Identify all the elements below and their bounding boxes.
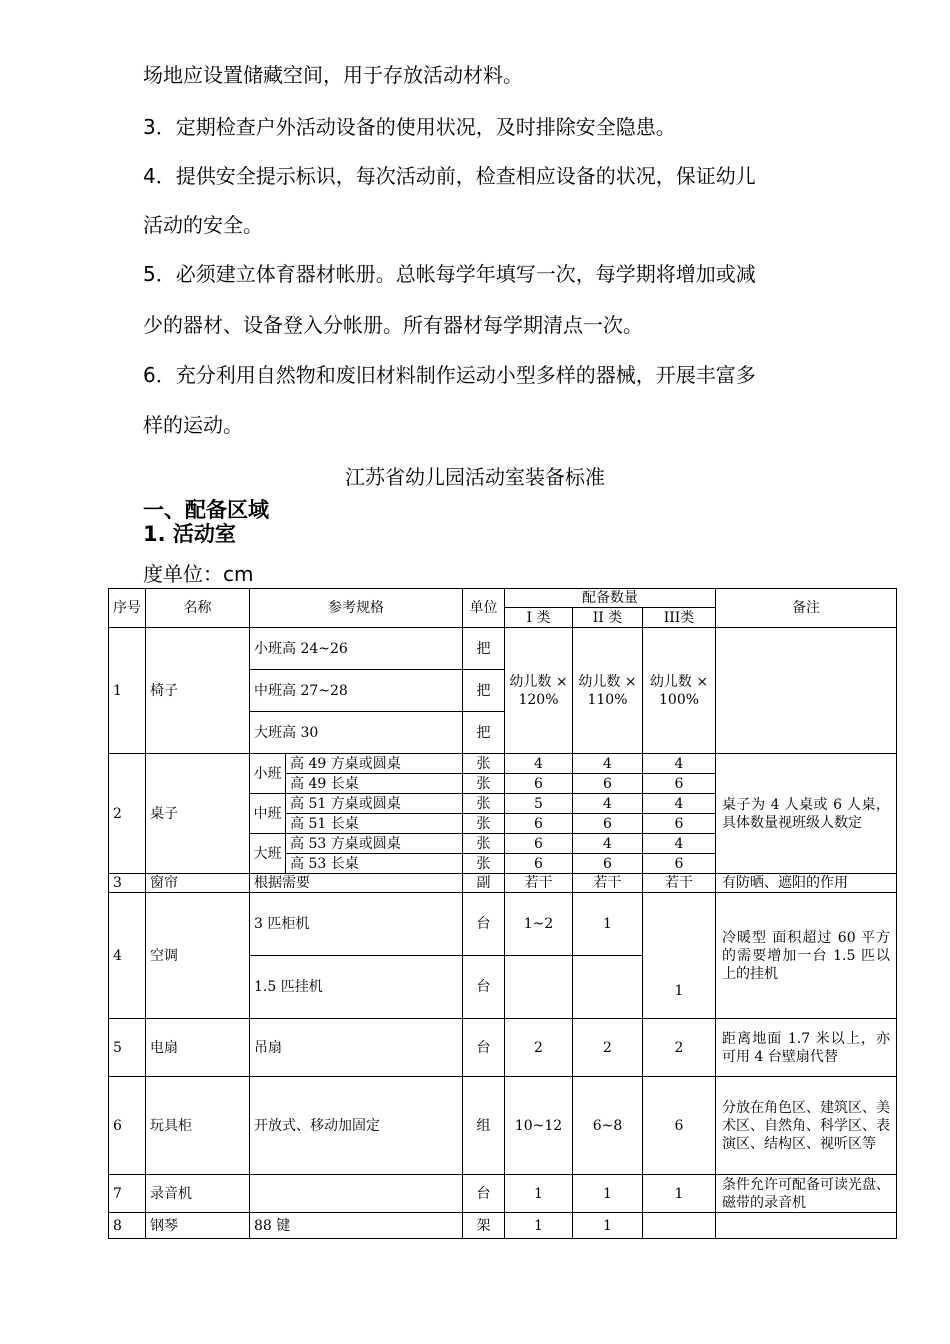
row-name: 钢琴 xyxy=(146,1213,250,1239)
row-note xyxy=(716,628,897,754)
paragraph-line: 样的运动。 xyxy=(143,413,243,437)
row-unit: 台 xyxy=(463,956,505,1019)
row-note: 桌子为 4 人桌或 6 人桌，具体数量视班级人数定 xyxy=(716,754,897,874)
paragraph-line: 4．提供安全提示标识，每次活动前，检查相应设备的状况，保证幼儿 xyxy=(143,164,756,188)
row-spec: 88 键 xyxy=(250,1213,463,1239)
row-unit: 张 xyxy=(463,834,505,854)
row-no: 3 xyxy=(109,874,146,893)
document-title: 江苏省幼儿园活动室装备标准 xyxy=(345,465,605,489)
unit-label: 度单位：cm xyxy=(143,562,254,586)
row-qty-class-2: 6 xyxy=(573,854,643,874)
paragraph-line: 6．充分利用自然物和废旧材料制作运动小型多样的器械，开展丰富多 xyxy=(143,363,756,387)
paragraph-line: 场地应设置储藏空间，用于存放活动材料。 xyxy=(143,63,523,87)
row-qty-class-2: 4 xyxy=(573,794,643,814)
row-spec: 开放式、移动加固定 xyxy=(250,1077,463,1175)
table-row xyxy=(109,1077,897,1175)
row-no: 7 xyxy=(109,1175,146,1213)
row-qty-class-1: 1~2 xyxy=(505,893,573,956)
row-spec: 高 51 长桌 xyxy=(286,814,463,834)
row-qty-class-1: 5 xyxy=(505,794,573,814)
header-class-3: III类 xyxy=(643,608,716,628)
row-spec: 吊扇 xyxy=(250,1019,463,1077)
row-qty-class-2: 4 xyxy=(573,754,643,774)
row-qty-class-3: 6 xyxy=(643,854,716,874)
paragraph-line: 少的器材、设备登入分帐册。所有器材每学期清点一次。 xyxy=(143,313,643,337)
row-qty-class-1: 6 xyxy=(505,814,573,834)
row-qty-class-2: 1 xyxy=(573,1175,643,1213)
row-spec: 3 匹柜机 xyxy=(250,893,463,956)
row-name: 电扇 xyxy=(146,1019,250,1077)
row-group: 小班 xyxy=(250,754,286,794)
row-qty-class-2: 6 xyxy=(573,774,643,794)
row-note: 分放在角色区、建筑区、美术区、自然角、科学区、表演区、结构区、视听区等 xyxy=(716,1077,897,1175)
row-unit: 副 xyxy=(463,874,505,893)
row-unit: 台 xyxy=(463,893,505,956)
row-qty-class-2: 2 xyxy=(573,1019,643,1077)
row-qty-class-2: 若干 xyxy=(573,874,643,893)
row-qty-class-1: 10~12 xyxy=(505,1077,573,1175)
row-qty-class-3: 4 xyxy=(643,794,716,814)
row-no: 6 xyxy=(109,1077,146,1175)
row-qty-class-3: 4 xyxy=(643,754,716,774)
row-qty-class-1: 4 xyxy=(505,754,573,774)
row-note: 冷暖型 面积超过 60 平方的需要增加一台 1.5 匹以上的挂机 xyxy=(716,893,897,1019)
equipment-standard-table xyxy=(108,588,897,1239)
row-qty-class-3: 1 xyxy=(643,1175,716,1213)
table-row xyxy=(109,628,897,670)
header-name: 名称 xyxy=(146,589,250,628)
row-unit: 把 xyxy=(463,712,505,754)
header-class-1: I 类 xyxy=(505,608,573,628)
row-qty-class-2: 幼儿数 × 110% xyxy=(573,628,643,754)
subsection-heading: 1. 活动室 xyxy=(143,522,236,546)
row-no: 1 xyxy=(109,628,146,754)
row-qty-class-1: 若干 xyxy=(505,874,573,893)
row-name: 桌子 xyxy=(146,754,250,874)
row-group: 大班 xyxy=(250,834,286,874)
row-no: 4 xyxy=(109,893,146,1019)
row-no: 8 xyxy=(109,1213,146,1239)
header-no: 序号 xyxy=(109,589,146,628)
row-qty-class-3: 6 xyxy=(643,774,716,794)
row-spec: 高 49 长桌 xyxy=(286,774,463,794)
header-quantity: 配备数量 xyxy=(505,589,716,608)
row-spec: 根据需要 xyxy=(250,874,463,893)
row-no: 2 xyxy=(109,754,146,874)
row-unit: 组 xyxy=(463,1077,505,1175)
row-qty-class-2: 6 xyxy=(573,814,643,834)
row-spec: 高 53 方桌或圆桌 xyxy=(286,834,463,854)
row-qty-class-3: 幼儿数 × 100% xyxy=(643,628,716,754)
row-note: 有防晒、遮阳的作用 xyxy=(716,874,897,893)
row-qty-class-1: 6 xyxy=(505,774,573,794)
header-spec: 参考规格 xyxy=(250,589,463,628)
row-qty-class-1: 6 xyxy=(505,834,573,854)
row-group: 中班 xyxy=(250,794,286,834)
row-qty-class-1 xyxy=(505,956,573,1019)
row-qty-class-1: 2 xyxy=(505,1019,573,1077)
paragraph-line: 5．必须建立体育器材帐册。总帐每学年填写一次，每学期将增加或减 xyxy=(143,262,756,286)
section-heading: 一、配备区域 xyxy=(143,498,269,522)
row-unit: 张 xyxy=(463,754,505,774)
row-no: 5 xyxy=(109,1019,146,1077)
table-row xyxy=(109,1213,897,1239)
row-qty-class-2 xyxy=(573,956,643,1019)
row-qty-class-2: 6~8 xyxy=(573,1077,643,1175)
row-unit: 张 xyxy=(463,814,505,834)
row-qty-class-2: 1 xyxy=(573,1213,643,1239)
header-unit: 单位 xyxy=(463,589,505,628)
row-qty-class-3: 1 xyxy=(643,893,716,1019)
row-qty-class-3: 6 xyxy=(643,814,716,834)
row-note: 距离地面 1.7 米以上，亦可用 4 台壁扇代替 xyxy=(716,1019,897,1077)
row-qty-class-3: 若干 xyxy=(643,874,716,893)
row-qty-class-2: 1 xyxy=(573,893,643,956)
row-unit: 张 xyxy=(463,794,505,814)
row-spec: 小班高 24~26 xyxy=(250,628,463,670)
paragraph-line: 3．定期检查户外活动设备的使用状况，及时排除安全隐患。 xyxy=(143,115,676,139)
row-name: 空调 xyxy=(146,893,250,1019)
row-name: 椅子 xyxy=(146,628,250,754)
row-name: 窗帘 xyxy=(146,874,250,893)
row-qty-class-1: 6 xyxy=(505,854,573,874)
row-spec: 1.5 匹挂机 xyxy=(250,956,463,1019)
row-unit: 台 xyxy=(463,1175,505,1213)
table-row xyxy=(109,1019,897,1077)
row-spec: 高 53 长桌 xyxy=(286,854,463,874)
row-qty-class-1: 1 xyxy=(505,1213,573,1239)
row-unit: 把 xyxy=(463,628,505,670)
table-row xyxy=(109,893,897,956)
row-spec: 高 51 方桌或圆桌 xyxy=(286,794,463,814)
row-spec: 中班高 27~28 xyxy=(250,670,463,712)
table-header-row xyxy=(109,589,897,608)
row-qty-class-1: 1 xyxy=(505,1175,573,1213)
row-name: 录音机 xyxy=(146,1175,250,1213)
table-row xyxy=(109,754,897,774)
header-note: 备注 xyxy=(716,589,897,628)
row-unit: 台 xyxy=(463,1019,505,1077)
row-unit: 张 xyxy=(463,854,505,874)
row-qty-class-2: 4 xyxy=(573,834,643,854)
row-spec: 高 49 方桌或圆桌 xyxy=(286,754,463,774)
row-note xyxy=(716,1213,897,1239)
row-unit: 把 xyxy=(463,670,505,712)
row-qty-class-3: 4 xyxy=(643,834,716,854)
row-note: 条件允许可配备可读光盘、磁带的录音机 xyxy=(716,1175,897,1213)
table-row xyxy=(109,874,897,893)
row-unit: 架 xyxy=(463,1213,505,1239)
row-name: 玩具柜 xyxy=(146,1077,250,1175)
row-spec: 大班高 30 xyxy=(250,712,463,754)
row-qty-class-3: 6 xyxy=(643,1077,716,1175)
row-unit: 张 xyxy=(463,774,505,794)
row-spec xyxy=(250,1175,463,1213)
row-qty-class-3: 2 xyxy=(643,1019,716,1077)
row-qty-class-1: 幼儿数 × 120% xyxy=(505,628,573,754)
row-qty-class-3 xyxy=(643,1213,716,1239)
paragraph-line: 活动的安全。 xyxy=(143,213,263,237)
table-row xyxy=(109,1175,897,1213)
header-class-2: II 类 xyxy=(573,608,643,628)
